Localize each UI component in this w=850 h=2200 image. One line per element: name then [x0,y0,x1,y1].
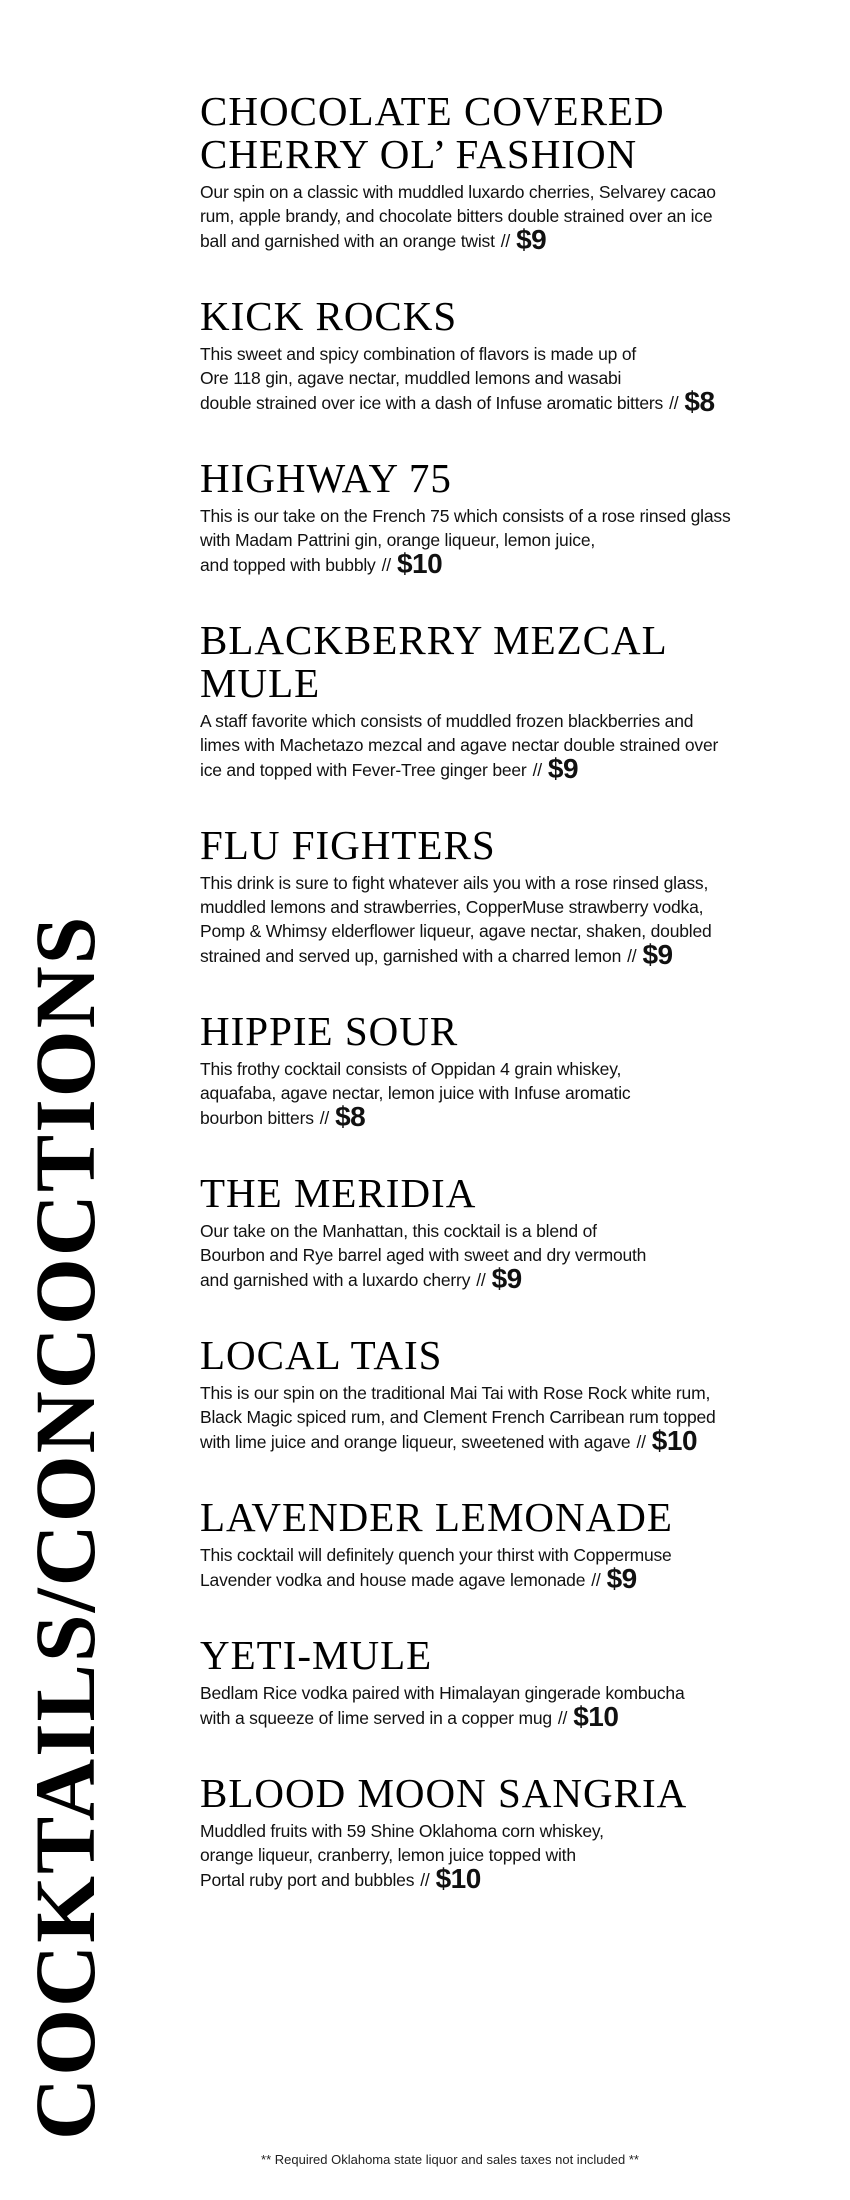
description-text: double strained over ice with a dash of Infuse aromatic bitters [200,393,664,413]
description-text: and topped with bubbly [200,555,376,575]
drink-name-line: HIGHWAY 75 [200,455,452,501]
drink-name [200,1772,840,1815]
description-line [200,342,840,366]
description-line [200,504,840,528]
drink-description [200,1543,840,1592]
drink-name [200,1010,840,1053]
description-text: Black Magic spiced rum, and Clement French Carribean rum topped [200,1407,716,1427]
description-text: Bedlam Rice vodka paired with Himalayan gingerade kombucha [200,1683,685,1703]
drink-description [200,342,840,415]
description-text: with a squeeze of lime served in a copper mug [200,1708,552,1728]
description-line [200,753,840,784]
description-text: with lime juice and orange liqueur, sweetened with agave [200,1432,631,1452]
drink-price: $9 [642,939,673,970]
drink-description [200,871,840,968]
menu-item [200,1010,840,1130]
drink-name-line: MULE [200,660,321,706]
description-line [200,1425,840,1456]
description-text: Portal ruby port and bubbles [200,1870,415,1890]
drink-name-line: BLOOD MOON SANGRIA [200,1770,688,1816]
drink-description [200,1057,840,1130]
description-text: ice and topped with Fever-Tree ginger beer [200,760,527,780]
description-line [200,895,840,919]
drink-name-line: CHERRY OL’ FASHION [200,131,638,177]
description-text: This sweet and spicy combination of flavors is made up of [200,344,637,364]
menu-item [200,1772,840,1892]
drink-price: $8 [684,386,715,417]
description-text: A staff favorite which consists of muddled frozen blackberries and [200,711,694,731]
menu-item [200,457,840,577]
menu-item [200,1634,840,1730]
drink-description [200,504,840,577]
drink-price: $10 [435,1863,481,1894]
description-line [200,1681,840,1705]
drink-price: $9 [547,753,579,784]
price-separator: // [627,946,637,966]
description-text: bourbon bitters [200,1108,314,1128]
description-line [200,733,840,757]
menu-item [200,90,840,253]
drink-name-line: KICK ROCKS [200,293,458,339]
drink-name-line: FLU FIGHTERS [200,822,496,868]
price-separator: // [532,760,542,780]
description-line [200,1081,840,1105]
description-line [200,224,840,255]
description-text: rum, apple brandy, and chocolate bitters double strained over an ice [200,206,713,226]
price-separator: // [420,1870,430,1890]
price-separator: // [557,1708,568,1728]
description-line [200,1863,840,1894]
description-line [200,871,840,895]
description-line [200,1405,840,1429]
drink-description [200,1681,840,1730]
description-line [200,1381,840,1405]
description-line [200,1101,840,1132]
description-text: Our spin on a classic with muddled luxardo cherries, Selvarey cacao [200,182,716,202]
description-text: muddled lemons and strawberries, CopperMuse strawberry vodka, [200,897,704,917]
description-text: ball and garnished with an orange twist [200,231,495,251]
description-line [200,386,840,417]
price-separator: // [381,555,391,575]
menu-item [200,295,840,415]
drink-name-line: HIPPIE SOUR [200,1008,459,1054]
drink-name-line: LAVENDER LEMONADE [200,1494,673,1540]
menu-item [200,1496,840,1592]
drink-name [200,824,840,867]
description-text: orange liqueur, cranberry, lemon juice topped with [200,1845,576,1865]
menu-item [200,824,840,968]
drink-name [200,1634,840,1677]
description-line [200,180,840,204]
drink-name [200,619,840,705]
price-separator: // [500,231,511,251]
description-text: Our take on the Manhattan, this cocktail is a blend of [200,1221,597,1241]
drink-description [200,180,840,253]
drink-price: $10 [396,548,443,579]
cocktail-menu-list [200,90,840,1934]
price-separator: // [669,393,679,413]
description-line [200,919,840,943]
description-text: This is our take on the French 75 which consists of a rose rinsed glass [200,506,731,526]
description-text: limes with Machetazo mezcal and agave nectar double strained over [200,735,719,755]
description-line [200,1563,840,1594]
drink-name [200,1172,840,1215]
description-line [200,1701,840,1732]
description-line [200,709,840,733]
description-text: strained and served up, garnished with a charred lemon [200,946,622,966]
drink-name-line: BLACKBERRY MEZCAL [200,617,668,663]
drink-price: $10 [651,1425,698,1456]
drink-name-line: LOCAL TAIS [200,1332,443,1378]
drink-price: $10 [573,1701,619,1732]
drink-name [200,1334,840,1377]
description-text: Ore 118 gin, agave nectar, muddled lemons and wasabi [200,368,622,388]
description-line [200,528,840,552]
description-text: aquafaba, agave nectar, lemon juice with Infuse aromatic [200,1083,631,1103]
description-text: Bourbon and Rye barrel aged with sweet and dry vermouth [200,1245,647,1265]
price-separator: // [476,1270,486,1290]
drink-name [200,457,840,500]
price-separator: // [636,1432,646,1452]
drink-description [200,1381,840,1454]
menu-item [200,619,840,782]
drink-description [200,1219,840,1292]
drink-name [200,90,840,176]
drink-price: $8 [335,1101,366,1132]
drink-price: $9 [516,224,547,255]
drink-name [200,295,840,338]
description-text: This cocktail will definitely quench your thirst with Coppermuse [200,1545,672,1565]
price-separator: // [319,1108,330,1128]
menu-section-title: COCKTAILS/CONCOCTIONS [17,914,113,2140]
description-text: This drink is sure to fight whatever ails you with a rose rinsed glass, [200,873,709,893]
description-text: This frothy cocktail consists of Oppidan 4 grain whiskey, [200,1059,622,1079]
description-line [200,548,840,579]
drink-name-line: THE MERIDIA [200,1170,477,1216]
description-line [200,1057,840,1081]
description-text: This is our spin on the traditional Mai Tai with Rose Rock white rum, [200,1383,711,1403]
description-text: Lavender vodka and house made agave lemonade [200,1570,586,1590]
description-line [200,1263,840,1294]
description-text: Muddled fruits with 59 Shine Oklahoma corn whiskey, [200,1821,604,1841]
drink-name-line: CHOCOLATE COVERED [200,88,665,134]
menu-item [200,1172,840,1292]
description-text: and garnished with a luxardo cherry [200,1270,471,1290]
price-separator: // [591,1570,601,1590]
drink-price: $9 [491,1263,522,1294]
description-line [200,939,840,970]
description-line [200,1819,840,1843]
tax-disclaimer: ** Required Oklahoma state liquor and sales taxes not included ** [261,2152,639,2167]
description-line [200,1543,840,1567]
description-line [200,366,840,390]
description-line [200,1219,840,1243]
drink-price: $9 [606,1563,637,1594]
description-text: with Madam Pattrini gin, orange liqueur, lemon juice, [200,530,596,550]
menu-item [200,1334,840,1454]
description-line [200,1843,840,1867]
drink-name-line: YETI-MULE [200,1632,433,1678]
description-text: Pomp & Whimsy elderflower liqueur, agave nectar, shaken, doubled [200,921,712,941]
drink-description [200,709,840,782]
drink-name [200,1496,840,1539]
drink-description [200,1819,840,1892]
